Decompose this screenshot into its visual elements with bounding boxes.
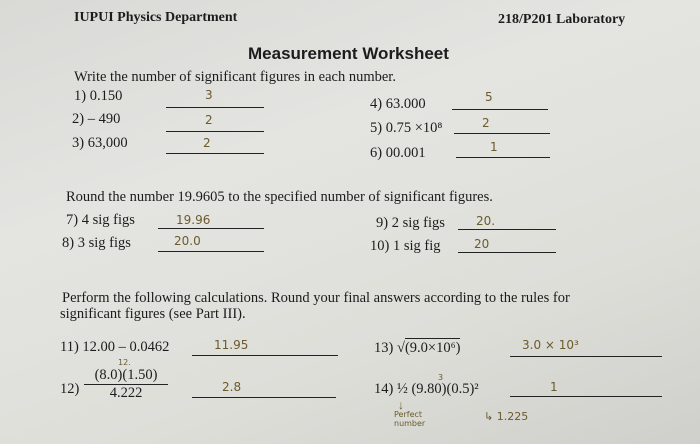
q6-answer-line[interactable] (456, 157, 550, 158)
q12-answer-line[interactable] (192, 397, 336, 398)
lab-header: 218/P201 Laboratory (498, 12, 626, 27)
q8-answer: 20.0 (174, 234, 201, 248)
sqrt-icon: √ (396, 340, 405, 356)
q3-answer: 2 (203, 136, 211, 150)
q14-answer: 1 (550, 380, 558, 394)
q6-label: 6) 00.001 (370, 145, 426, 161)
section2-instruction: Round the number 19.9605 to the specified number of significant figures. (66, 189, 493, 205)
q3-label: 3) 63,000 (72, 135, 128, 151)
q12-numerator: (8.0)(1.50) (84, 367, 168, 385)
q8-answer-line[interactable] (158, 251, 264, 252)
q13-radicand: (9.0×10⁶) (404, 340, 461, 356)
q5-answer-line[interactable] (454, 133, 550, 134)
section3-instruction-line1: Perform the following calculations. Round your final answers according to the rules for (62, 290, 570, 306)
q11-label: 11) 12.00 – 0.0462 (60, 339, 170, 355)
q13-number: 13) (374, 340, 394, 356)
q7-answer-line[interactable] (158, 228, 264, 229)
q2-answer-line[interactable] (166, 131, 264, 132)
q13-label (374, 340, 460, 357)
q14-note-right: ↳ 1.225 (484, 410, 529, 423)
q10-answer: 20 (474, 237, 490, 251)
q1-answer: 3 (205, 88, 213, 102)
q11-answer-line[interactable] (192, 355, 338, 356)
q13-answer-line[interactable] (510, 356, 662, 357)
q10-label: 10) 1 sig fig (370, 238, 441, 254)
q2-answer: 2 (205, 113, 213, 127)
q12-denominator: 4.222 (109, 385, 143, 401)
q12-answer: 2.8 (222, 380, 242, 394)
q9-label: 9) 2 sig figs (376, 215, 445, 231)
q6-answer: 1 (490, 140, 498, 154)
department-header: IUPUI Physics Department (74, 10, 238, 25)
q7-answer: 19.96 (176, 213, 211, 227)
down-arrow-icon: ↓ (398, 398, 404, 412)
q4-answer: 5 (485, 90, 493, 104)
q9-answer-line[interactable] (458, 229, 556, 230)
q7-label: 7) 4 sig figs (66, 212, 135, 228)
q3-answer-line[interactable] (166, 153, 264, 154)
q4-label: 4) 63.000 (370, 96, 426, 112)
q14-label: 14) ½ (9.80)(0.5)² (374, 381, 479, 397)
q14-note-top: 3 (438, 373, 444, 382)
q2-label: 2) – 490 (72, 111, 121, 127)
q14-answer-line[interactable] (510, 396, 662, 397)
q5-answer: 2 (482, 116, 490, 130)
q1-label: 1) 0.150 (74, 88, 123, 104)
q14-note-left: Perfect number (394, 410, 426, 428)
q10-answer-line[interactable] (458, 252, 556, 253)
q11-answer: 11.95 (214, 338, 249, 352)
q8-label: 8) 3 sig figs (62, 235, 131, 251)
q12-label: 12) (60, 381, 80, 397)
q5-label: 5) 0.75 ×10⁸ (370, 120, 443, 136)
q4-answer-line[interactable] (452, 109, 548, 110)
q1-answer-line[interactable] (166, 107, 264, 108)
q9-answer: 20. (476, 214, 496, 228)
q13-answer: 3.0 × 10³ (522, 338, 579, 352)
section1-instruction: Write the number of significant figures in each number. (74, 69, 396, 85)
q12-fraction (84, 367, 168, 402)
section3-instruction-line2: significant figures (see Part III). (60, 306, 246, 322)
q12-note: 12. (118, 358, 131, 367)
page-title: Measurement Worksheet (248, 44, 449, 63)
